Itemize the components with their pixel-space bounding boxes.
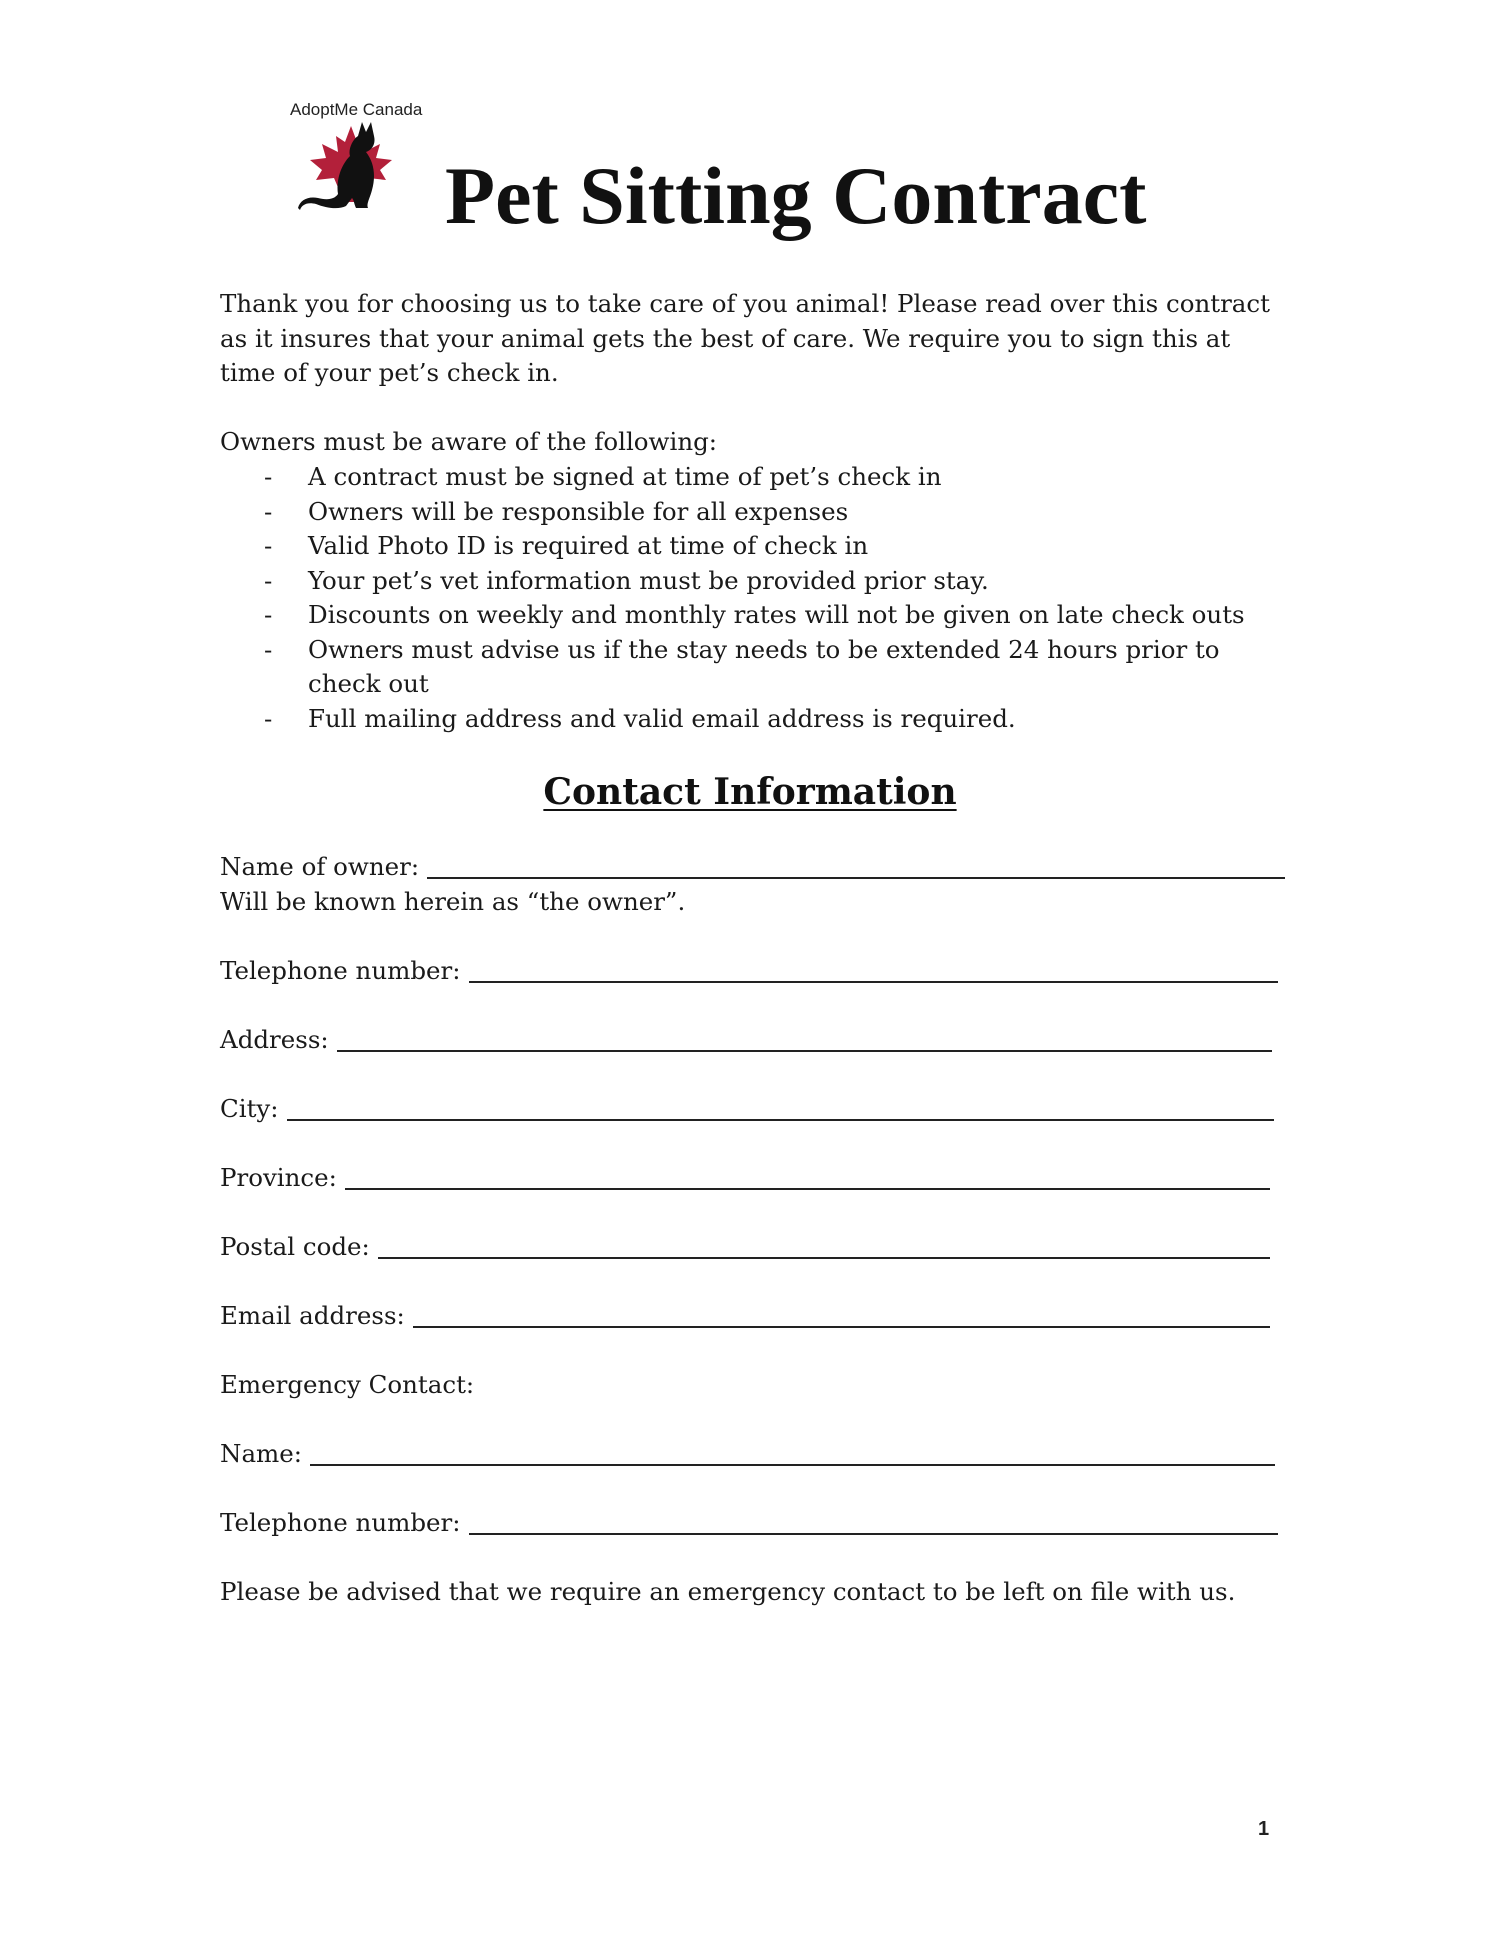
emergency-telephone-line[interactable] [469,1507,1279,1535]
telephone-field [220,954,1278,989]
telephone-label: Telephone number: [220,956,461,985]
province-label: Province: [220,1163,337,1192]
address-label: Address: [220,1025,329,1054]
emergency-name-line[interactable] [310,1438,1275,1466]
list-item-text: Valid Photo ID is required at time of check in [308,531,869,560]
city-line[interactable] [287,1093,1274,1121]
province-line[interactable] [345,1162,1270,1190]
list-item-text: Owners must advise us if the stay needs to be extended 24 hours prior to check out [308,634,1220,698]
dash-bullet: - [264,565,273,595]
emergency-telephone-field [220,1506,1278,1541]
page-title: Pet Sitting Contract [445,150,1147,241]
city-label: City: [220,1094,279,1123]
list-item-text: Full mailing address and valid email address is required. [308,703,1016,733]
list-item [220,598,1290,633]
dash-bullet: - [264,496,273,526]
email-field [220,1299,1270,1334]
province-field [220,1161,1270,1196]
postal-code-label: Postal code: [220,1232,370,1261]
owner-note: Will be known herein as “the owner”. [220,887,686,916]
emergency-contact-note: Please be advised that we require an emergency contact to be left on file with us. [220,1577,1236,1606]
list-item-text: Your pet’s vet information must be provided prior stay. [308,565,989,595]
email-label: Email address: [220,1301,405,1330]
cat-maple-leaf-logo-icon [296,118,406,218]
postal-code-line[interactable] [378,1231,1270,1259]
email-line[interactable] [413,1300,1270,1328]
telephone-line[interactable] [469,955,1279,983]
dash-bullet: - [264,462,273,491]
contact-information-heading: Contact Information [543,771,957,813]
address-line[interactable] [337,1024,1272,1052]
owner-name-line[interactable] [427,851,1285,879]
list-item [220,529,1290,564]
dash-bullet: - [264,600,273,629]
address-field [220,1023,1272,1058]
list-item-text: Discounts on weekly and monthly rates will not be given on late check outs [308,600,1245,629]
requirements-list [220,460,1290,736]
logo [290,100,450,220]
list-item [220,564,1290,599]
logo-text: AdoptMe Canada [290,100,423,119]
owner-name-field [220,850,1285,885]
list-item [220,702,1290,737]
dash-bullet: - [264,531,273,560]
intro-text: Thank you for choosing us to take care of you animal! Please read over this contract as it insures that your animal gets the best of care. We require you to sign this at time of your pet’s check in. [220,289,1270,387]
list-item [220,495,1290,530]
postal-code-field [220,1230,1270,1265]
emergency-name-label: Name: [220,1439,303,1468]
list-item-text: A contract must be signed at time of pet’s check in [308,462,942,491]
emergency-name-field [220,1437,1275,1472]
owner-name-label: Name of owner: [220,852,420,881]
list-item [220,460,1290,495]
emergency-telephone-label: Telephone number: [220,1508,461,1537]
intro-paragraph [220,287,1280,391]
list-item-text: Owners will be responsible for all expenses [308,496,849,526]
list-item [220,633,1290,702]
city-field [220,1092,1274,1127]
emergency-contact-heading: Emergency Contact: [220,1370,475,1399]
page-number: 1 [1258,1818,1270,1840]
requirements-heading: Owners must be aware of the following: [220,427,718,456]
dash-bullet: - [264,634,273,664]
dash-bullet: - [264,703,273,733]
